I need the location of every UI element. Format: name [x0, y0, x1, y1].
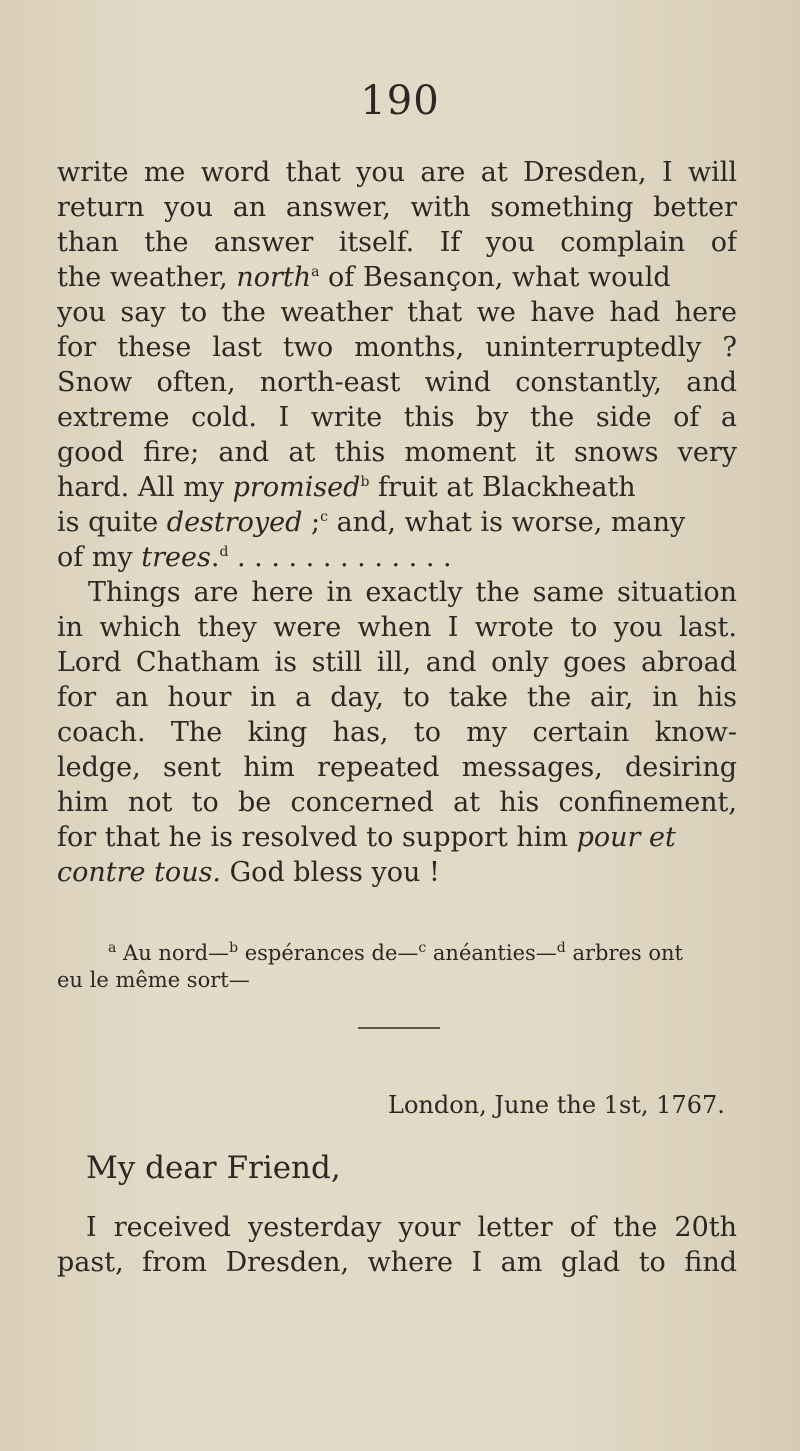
text-segment: of my: [57, 543, 142, 573]
italic-word: promised: [232, 473, 361, 503]
text-line: return you an answer, with something better: [57, 193, 737, 223]
text-segment: and, what is worse, many: [327, 508, 686, 538]
text-line: Things are here in exactly the same situation: [88, 578, 737, 608]
italic-word: north: [236, 263, 312, 293]
text-line: him not to be concerned at his confinement,: [57, 788, 737, 818]
text-line: extreme cold. I write this by the side of a: [57, 403, 737, 433]
text-line: [57, 508, 737, 540]
text-segment: hard. All my: [57, 473, 233, 503]
footnote-mark-a: a: [108, 940, 117, 956]
text-line: [57, 823, 737, 855]
text-segment: God bless you !: [221, 858, 440, 888]
text-line: [57, 263, 737, 295]
footnote-mark-d: d: [219, 544, 229, 560]
text-line: I received yesterday your letter of the 20th: [86, 1213, 737, 1243]
text-line: ledge, sent him repeated messages, desiring: [57, 753, 737, 783]
footnote-text: Au nord—: [116, 941, 230, 965]
text-line: for an hour in a day, to take the air, in his: [57, 683, 737, 713]
footnote-line: [108, 940, 683, 966]
italic-word: destroyed: [166, 508, 303, 538]
text-line: than the answer itself. If you complain of: [57, 228, 737, 258]
footnote-text: espérances de—: [238, 941, 419, 965]
text-segment: fruit at Blackheath: [369, 473, 636, 503]
text-segment: .: [210, 543, 220, 573]
italic-phrase: pour et: [576, 823, 676, 853]
footnote-mark-c: c: [320, 509, 328, 525]
footnote-mark-c: c: [418, 940, 427, 956]
footnote-text: arbres ont: [565, 941, 683, 965]
text-line: write me word that you are at Dresden, I will: [57, 158, 737, 188]
footnote-mark-d: d: [556, 940, 566, 956]
footnote-mark-a: a: [311, 264, 320, 280]
page-number: 190: [360, 78, 440, 124]
text-line: coach. The king has, to my certain know-: [57, 718, 737, 748]
footnote-text: anéanties—: [426, 941, 557, 965]
text-line: [57, 858, 737, 890]
section-divider: [358, 1027, 440, 1029]
letter-dateline: London, June the 1st, 1767.: [388, 1091, 725, 1119]
text-line: Snow often, north-east wind constantly, and: [57, 368, 737, 398]
footnote-line: eu le même sort—: [57, 968, 250, 992]
text-line: past, from Dresden, where I am glad to find: [57, 1248, 737, 1278]
footnote-mark-b: b: [229, 940, 239, 956]
text-line: good fire; and at this moment it snows very: [57, 438, 737, 468]
text-line: in which they were when I wrote to you last.: [57, 613, 737, 643]
italic-phrase: contre tous.: [57, 858, 222, 888]
text-line: for these last two months, uninterruptedly ?: [57, 333, 737, 363]
text-segment: is quite: [57, 508, 167, 538]
text-segment: of Besançon, what would: [319, 263, 671, 293]
letter-salutation: My dear Friend,: [86, 1150, 341, 1186]
text-line: Lord Chatham is still ill, and only goes abroad: [57, 648, 737, 678]
text-line: you say to the weather that we have had here: [57, 298, 737, 328]
text-segment: the weather,: [57, 263, 237, 293]
text-segment: for that he is resolved to support him: [57, 823, 577, 853]
text-line: [57, 473, 737, 505]
ellipsis-dots: . . . . . . . . . . . . .: [228, 543, 452, 573]
footnote-mark-b: b: [360, 474, 370, 490]
italic-word: trees: [141, 543, 211, 573]
text-segment: ;: [302, 508, 321, 538]
text-line: [57, 543, 737, 575]
